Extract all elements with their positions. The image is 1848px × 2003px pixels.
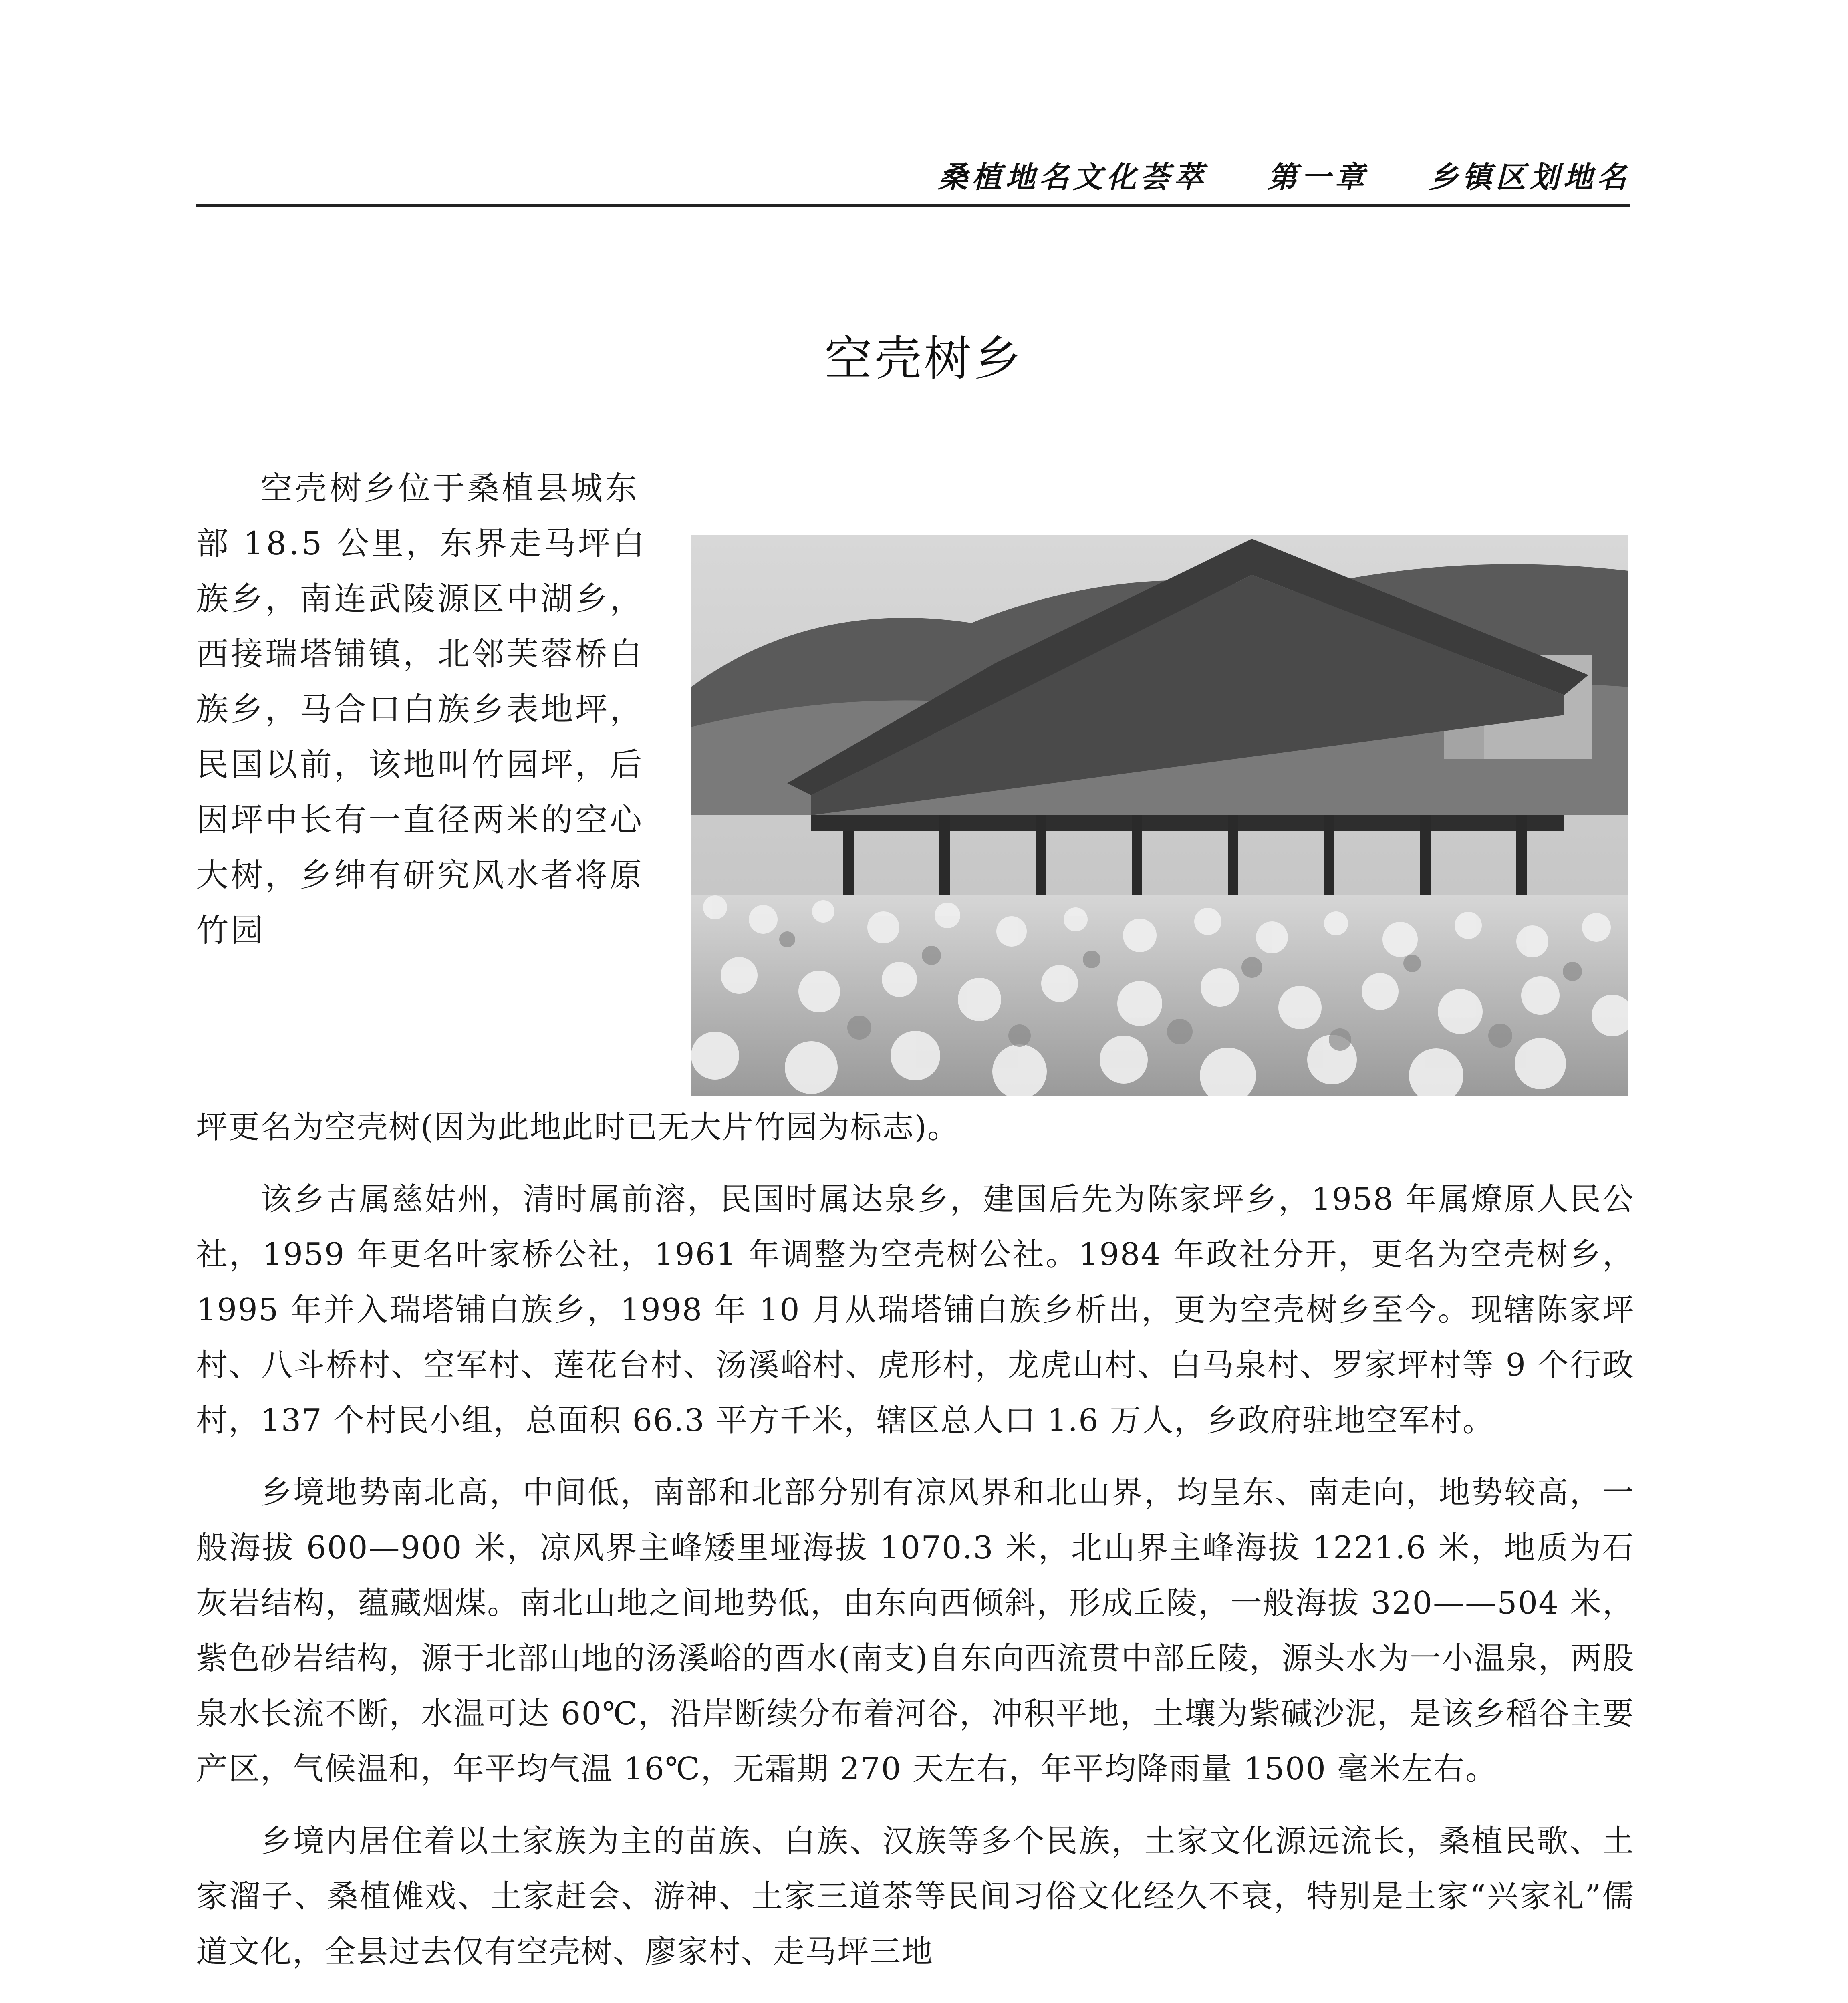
paragraph-culture: 乡境内居住着以土家族为主的苗族、白族、汉族等多个民族，土家文化源远流长，桑植民歌、土家溜子、桑植傩戏、土家赶会、游神、土家三道茶等民间习俗文化经久不衰，特别是土家“兴家礼”儒道文化，全县过去仅有空壳树、廖家村、走马坪三地 bbox=[196, 1823, 1634, 1970]
header-section: 乡镇区划地名 bbox=[1429, 160, 1630, 195]
intro-text: 空壳树乡位于桑植县城东部 18.5 公里，东界走马坪白族乡，南连武陵源区中湖乡，西接瑞塔铺镇，北邻芙蓉桥白族乡，马合口白族乡表地坪，民国以前，该地叫竹园坪，后因坪中长有一直径两米的空心大树，乡绅有研究风水者将原竹园 bbox=[196, 470, 647, 949]
paragraph-continuation: 坪更名为空壳树(因为此地此时已无大片竹园为标志)。 bbox=[196, 1109, 959, 1145]
paragraph-history: 该乡古属慈姑州，清时属前溶，民国时属达泉乡，建国后先为陈家坪乡，1958 年属燎原人民公社，1959 年更名叶家桥公社，1961 年调整为空壳树公社。1984 年政社分开，更名为空壳树乡，1995 年并入瑞塔铺白族乡，1998 年 10 月从瑞塔铺白族乡析出，更为空壳树乡至今。现辖陈家坪村、八斗桥村、空军村、莲花台村、汤溪峪村、虎形村，龙虎山村、白马泉村、罗家坪村等 9 个行政村，137 个村民小组，总面积 66.3 平方千米，辖区总人口 1.6 万人，乡政府驻地空军村。 bbox=[196, 1181, 1634, 1439]
running-header bbox=[196, 144, 1630, 207]
intro-paragraph bbox=[196, 461, 665, 958]
page-title: 空壳树乡 bbox=[824, 331, 1024, 386]
pavilion-photo bbox=[691, 535, 1628, 1096]
header-chapter: 第一章 bbox=[1268, 160, 1368, 195]
body-text bbox=[196, 1100, 1634, 1996]
paragraph-terrain: 乡境地势南北高，中间低，南部和北部分别有凉风界和北山界，均呈东、南走向，地势较高，一般海拔 600—900 米，凉风界主峰矮里垭海拔 1070.3 米，北山界主峰海拔 1221.6 米，地质为石灰岩结构，蕴藏烟煤。南北山地之间地势低，由东向西倾斜，形成丘陵，一般海拔 320——504 米，紫色砂岩结构，源于北部山地的汤溪峪的酉水(南支)自东向西流贯中部丘陵，源头水为一小温泉，两股泉水长流不断，水温可达 60℃，沿岸断续分布着河谷，冲积平地，土壤为紫碱沙泥，是该乡稻谷主要产区，气候温和，年平均气温 16℃，无霜期 270 天左右，年平均降雨量 1500 毫米左右。 bbox=[196, 1475, 1634, 1787]
header-book-title: 桑植地名文化荟萃 bbox=[938, 160, 1207, 195]
